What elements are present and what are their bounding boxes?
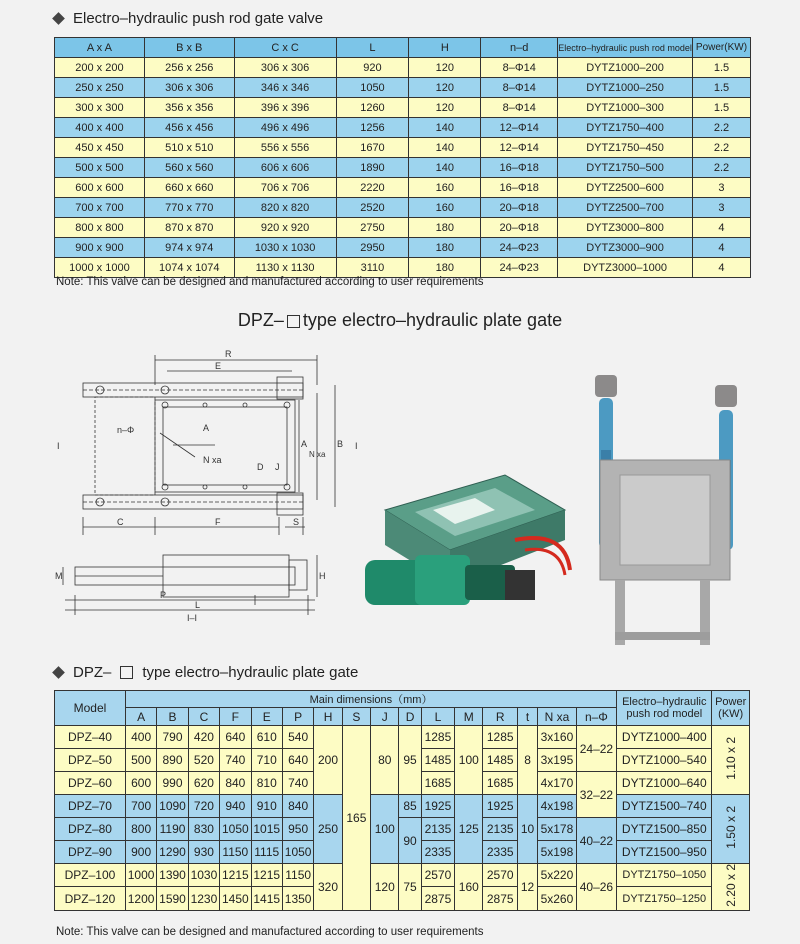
- table-cell: 300 x 300: [55, 98, 145, 118]
- cell-E: 910: [251, 795, 282, 818]
- table-row: [55, 218, 751, 238]
- table-cell: 1.5: [692, 78, 750, 98]
- cell-L: 1285: [421, 726, 454, 749]
- cell-P: 950: [282, 818, 313, 841]
- table-row: [55, 78, 751, 98]
- table-cell: 1256: [336, 118, 409, 138]
- cell-C: 830: [188, 818, 219, 841]
- cell-L: 2135: [421, 818, 454, 841]
- cell-P: 740: [282, 772, 313, 795]
- cell-J: 120: [371, 864, 399, 911]
- table-cell: DYTZ3000–1000: [558, 258, 693, 278]
- cell-A: 500: [125, 749, 156, 772]
- table-cell: 140: [409, 138, 481, 158]
- table-cell: DYTZ2500–700: [558, 198, 693, 218]
- cell-J: 100: [371, 795, 399, 864]
- diagram-title-prefix: DPZ–: [237, 310, 284, 330]
- dim-I: I: [57, 441, 60, 451]
- table-cell: 770 x 770: [144, 198, 234, 218]
- table-cell: 706 x 706: [234, 178, 336, 198]
- cell-R: 1485: [483, 749, 517, 772]
- table-cell: 2950: [336, 238, 409, 258]
- table-cell: 600 x 600: [55, 178, 145, 198]
- cell-R: 1285: [483, 726, 517, 749]
- cell-L: 2335: [421, 841, 454, 864]
- cell-H: 250: [314, 795, 342, 864]
- cell-Nxa: 4x198: [538, 795, 576, 818]
- col-header: n–Φ: [576, 708, 617, 726]
- cell-C: 720: [188, 795, 219, 818]
- table-cell: 1890: [336, 158, 409, 178]
- table-cell: 120: [409, 98, 481, 118]
- cell-F: 1450: [220, 887, 251, 910]
- col-header: L: [336, 38, 409, 58]
- table-cell: 8–Φ14: [481, 58, 558, 78]
- cell-Nxa: 3x195: [538, 749, 576, 772]
- cell-power: [712, 795, 750, 864]
- cell-R: 2135: [483, 818, 517, 841]
- table-cell: 2.2: [692, 118, 750, 138]
- cell-R: 1685: [483, 772, 517, 795]
- col-header: Power(KW): [692, 38, 750, 58]
- diamond-bullet-icon: [52, 12, 65, 25]
- cell-C: 620: [188, 772, 219, 795]
- table-cell: DYTZ2500–600: [558, 178, 693, 198]
- cell-nphi: 32–22: [576, 772, 617, 818]
- cell-push: DYTZ1500–850: [617, 818, 712, 841]
- cell-L: 2570: [421, 864, 454, 887]
- cell-F: 940: [220, 795, 251, 818]
- cell-P: 1050: [282, 841, 313, 864]
- cell-D: 75: [399, 864, 421, 911]
- section2-title-suffix: type electro–hydraulic plate gate: [142, 664, 359, 681]
- cell-nphi: 24–22: [576, 726, 617, 772]
- cell-power: [712, 726, 750, 795]
- table-cell: 496 x 496: [234, 118, 336, 138]
- cell-L: 1485: [421, 749, 454, 772]
- col-header: Electro–hydraulic push rod model: [558, 38, 693, 58]
- table-cell: 250 x 250: [55, 78, 145, 98]
- table-cell: 900 x 900: [55, 238, 145, 258]
- table-cell: 2520: [336, 198, 409, 218]
- cell-t: 12: [517, 864, 537, 911]
- section2-note: Note: This valve can be designed and manufactured according to user requirements: [56, 926, 484, 938]
- cell-C: 930: [188, 841, 219, 864]
- col-header: P: [282, 708, 313, 726]
- table-row: [55, 58, 751, 78]
- cell-P: 1350: [282, 887, 313, 910]
- col-header: J: [371, 708, 399, 726]
- table-cell: 1130 x 1130: [234, 258, 336, 278]
- section2-title: [52, 664, 358, 681]
- table-cell: DYTZ1000–200: [558, 58, 693, 78]
- cell-R: 2335: [483, 841, 517, 864]
- table-cell: DYTZ1750–450: [558, 138, 693, 158]
- table-cell: 2220: [336, 178, 409, 198]
- dim-F: F: [215, 517, 221, 527]
- cell-P: 640: [282, 749, 313, 772]
- diamond-bullet-icon: [52, 666, 65, 679]
- cell-push: DYTZ1750–1250: [617, 887, 712, 910]
- table-cell: 2750: [336, 218, 409, 238]
- table-cell: 500 x 500: [55, 158, 145, 178]
- col-header-push: Electro–hydraulic push rod model: [617, 691, 712, 726]
- table-cell: 200 x 200: [55, 58, 145, 78]
- table-cell: 2.2: [692, 138, 750, 158]
- cell-D: 95: [399, 726, 421, 795]
- table-cell: 140: [409, 158, 481, 178]
- cell-E: 710: [251, 749, 282, 772]
- cell-Nxa: 4x170: [538, 772, 576, 795]
- cell-F: 640: [220, 726, 251, 749]
- cell-H: 200: [314, 726, 342, 795]
- dim-Nxa: N xa: [203, 455, 222, 465]
- cell-t: 8: [517, 726, 537, 795]
- model-cell: DPZ–80: [55, 818, 126, 841]
- dim-M: M: [55, 571, 63, 581]
- col-header: B x B: [144, 38, 234, 58]
- table-cell: 1074 x 1074: [144, 258, 234, 278]
- cell-L: 1925: [421, 795, 454, 818]
- table-cell: 510 x 510: [144, 138, 234, 158]
- table-cell: 180: [409, 238, 481, 258]
- table-cell: 3: [692, 178, 750, 198]
- table-cell: 306 x 306: [234, 58, 336, 78]
- power-text: 1.10 x 2: [723, 737, 738, 780]
- table-cell: 306 x 306: [144, 78, 234, 98]
- cell-P: 840: [282, 795, 313, 818]
- table-cell: 16–Φ18: [481, 178, 558, 198]
- cell-B: 1090: [157, 795, 188, 818]
- cell-E: 1415: [251, 887, 282, 910]
- dim-Nxa2: N xa: [309, 450, 326, 459]
- cell-A: 800: [125, 818, 156, 841]
- table-cell: 800 x 800: [55, 218, 145, 238]
- model-cell: DPZ–60: [55, 772, 126, 795]
- cell-C: 420: [188, 726, 219, 749]
- cell-F: 1150: [220, 841, 251, 864]
- table-cell: 974 x 974: [144, 238, 234, 258]
- cell-E: 1215: [251, 864, 282, 887]
- dim-B: B: [337, 439, 344, 449]
- section-I-I: I–I: [187, 613, 198, 623]
- col-header: t: [517, 708, 537, 726]
- table-cell: DYTZ1000–300: [558, 98, 693, 118]
- cell-M: 100: [455, 726, 483, 795]
- table-cell: 556 x 556: [234, 138, 336, 158]
- cell-B: 1390: [157, 864, 188, 887]
- col-header: M: [455, 708, 483, 726]
- cell-C: 1230: [188, 887, 219, 910]
- table-cell: 456 x 456: [144, 118, 234, 138]
- power-text: 1.50 x 2: [723, 806, 738, 849]
- dim-J: J: [275, 462, 280, 472]
- table-cell: 4: [692, 218, 750, 238]
- cell-B: 790: [157, 726, 188, 749]
- table-cell: 1.5: [692, 98, 750, 118]
- diagram-title-suffix: type electro–hydraulic plate gate: [302, 310, 563, 330]
- section2-title-prefix: DPZ–: [73, 664, 112, 681]
- table-cell: 346 x 346: [234, 78, 336, 98]
- col-header-power: Power (KW): [712, 691, 750, 726]
- table-row: [55, 98, 751, 118]
- table-cell: 560 x 560: [144, 158, 234, 178]
- model-cell: DPZ–100: [55, 864, 126, 887]
- col-header: n–d: [481, 38, 558, 58]
- dim-R: R: [225, 349, 232, 359]
- table-cell: 1000 x 1000: [55, 258, 145, 278]
- table-cell: DYTZ1750–400: [558, 118, 693, 138]
- cell-t: 10: [517, 795, 537, 864]
- col-header: A x A: [55, 38, 145, 58]
- table-cell: 160: [409, 198, 481, 218]
- table-cell: 3: [692, 198, 750, 218]
- model-cell: DPZ–120: [55, 887, 126, 910]
- dim-nphi: n–Φ: [117, 425, 135, 435]
- table-cell: 396 x 396: [234, 98, 336, 118]
- cell-R: 1925: [483, 795, 517, 818]
- col-header: C: [188, 708, 219, 726]
- cell-Nxa: 5x198: [538, 841, 576, 864]
- table-cell: 8–Φ14: [481, 98, 558, 118]
- cell-L: 2875: [421, 887, 454, 910]
- cell-R: 2875: [483, 887, 517, 910]
- table-cell: 870 x 870: [144, 218, 234, 238]
- table-cell: 20–Φ18: [481, 198, 558, 218]
- table-cell: 4: [692, 258, 750, 278]
- cell-C: 1030: [188, 864, 219, 887]
- gate-photo-2: [585, 370, 745, 650]
- cell-F: 1050: [220, 818, 251, 841]
- table-cell: 1.5: [692, 58, 750, 78]
- model-cell: DPZ–50: [55, 749, 126, 772]
- cell-H: 320: [314, 864, 342, 911]
- table-row: [55, 118, 751, 138]
- cell-L: 1685: [421, 772, 454, 795]
- cell-nphi: 40–26: [576, 864, 617, 911]
- table-cell: 3110: [336, 258, 409, 278]
- table-cell: 24–Φ23: [481, 238, 558, 258]
- table-cell: DYTZ1000–250: [558, 78, 693, 98]
- cell-E: 810: [251, 772, 282, 795]
- table-cell: 660 x 660: [144, 178, 234, 198]
- table-cell: 606 x 606: [234, 158, 336, 178]
- table-cell: 12–Φ14: [481, 118, 558, 138]
- col-header: H: [314, 708, 342, 726]
- col-header: N xa: [538, 708, 576, 726]
- table-cell: 180: [409, 258, 481, 278]
- table-cell: 820 x 820: [234, 198, 336, 218]
- dim-D: D: [257, 462, 264, 472]
- cell-S: 165: [342, 726, 370, 911]
- cell-A: 1000: [125, 864, 156, 887]
- cell-E: 610: [251, 726, 282, 749]
- dim-P: P: [160, 590, 167, 600]
- cell-Nxa: 3x160: [538, 726, 576, 749]
- cell-A: 700: [125, 795, 156, 818]
- table-row: [55, 178, 751, 198]
- col-header: L: [421, 708, 454, 726]
- model-cell: DPZ–90: [55, 841, 126, 864]
- cell-F: 1215: [220, 864, 251, 887]
- section1-note: Note: This valve can be designed and manufactured according to user requirements: [56, 276, 484, 288]
- plate-gate-table: [54, 690, 750, 911]
- dim-L: L: [195, 600, 201, 610]
- col-header: B: [157, 708, 188, 726]
- cell-F: 840: [220, 772, 251, 795]
- col-header: A: [125, 708, 156, 726]
- model-cell: DPZ–70: [55, 795, 126, 818]
- table-cell: 450 x 450: [55, 138, 145, 158]
- table-row: [55, 198, 751, 218]
- table-row: [55, 158, 751, 178]
- cell-push: DYTZ1500–950: [617, 841, 712, 864]
- cell-power: [712, 864, 750, 911]
- gate-photo-1: [355, 470, 580, 620]
- section1-title: [52, 10, 323, 27]
- cell-D: 90: [399, 818, 421, 864]
- col-header: C x C: [234, 38, 336, 58]
- col-header: H: [409, 38, 481, 58]
- cell-Nxa: 5x178: [538, 818, 576, 841]
- cell-P: 540: [282, 726, 313, 749]
- cell-push: DYTZ1500–740: [617, 795, 712, 818]
- cell-J: 80: [371, 726, 399, 795]
- table-cell: 24–Φ23: [481, 258, 558, 278]
- col-header: S: [342, 708, 370, 726]
- cell-push: DYTZ1000–640: [617, 772, 712, 795]
- table-cell: 400 x 400: [55, 118, 145, 138]
- col-header: F: [220, 708, 251, 726]
- table-cell: 1670: [336, 138, 409, 158]
- cell-Nxa: 5x220: [538, 864, 576, 887]
- dim-H: H: [319, 571, 326, 581]
- cell-B: 890: [157, 749, 188, 772]
- table-cell: 140: [409, 118, 481, 138]
- table-row: [55, 138, 751, 158]
- cell-M: 125: [455, 795, 483, 864]
- table-cell: 920: [336, 58, 409, 78]
- table-header-row: [55, 38, 751, 58]
- push-rod-gate-table: [54, 37, 751, 278]
- table-cell: DYTZ3000–900: [558, 238, 693, 258]
- dim-A2: A: [301, 439, 308, 449]
- col-header: D: [399, 708, 421, 726]
- diagram-title: [0, 310, 800, 331]
- table-row: [55, 258, 751, 278]
- cell-Nxa: 5x260: [538, 887, 576, 910]
- table-cell: 160: [409, 178, 481, 198]
- table-cell: DYTZ3000–800: [558, 218, 693, 238]
- cell-A: 400: [125, 726, 156, 749]
- cell-push: DYTZ1000–540: [617, 749, 712, 772]
- cell-D: 85: [399, 795, 421, 818]
- table-cell: 1050: [336, 78, 409, 98]
- table-cell: 920 x 920: [234, 218, 336, 238]
- cell-B: 1290: [157, 841, 188, 864]
- cell-A: 900: [125, 841, 156, 864]
- table-cell: 180: [409, 218, 481, 238]
- table-cell: 120: [409, 78, 481, 98]
- table-cell: 1030 x 1030: [234, 238, 336, 258]
- table-cell: 1260: [336, 98, 409, 118]
- box-placeholder-icon: [120, 666, 133, 679]
- cell-M: 160: [455, 864, 483, 911]
- cell-E: 1015: [251, 818, 282, 841]
- table-cell: 256 x 256: [144, 58, 234, 78]
- power-text: 2.20 x 2: [723, 864, 738, 907]
- technical-drawing: [55, 345, 365, 635]
- col-header: R: [483, 708, 517, 726]
- cell-C: 520: [188, 749, 219, 772]
- table-cell: 4: [692, 238, 750, 258]
- cell-B: 1190: [157, 818, 188, 841]
- dim-C: C: [117, 517, 124, 527]
- model-cell: DPZ–40: [55, 726, 126, 749]
- table-cell: 356 x 356: [144, 98, 234, 118]
- cell-P: 1150: [282, 864, 313, 887]
- table-cell: 12–Φ14: [481, 138, 558, 158]
- cell-nphi: 40–22: [576, 818, 617, 864]
- cell-push: DYTZ1750–1050: [617, 864, 712, 887]
- section1-title-text: Electro–hydraulic push rod gate valve: [73, 10, 324, 27]
- cell-B: 1590: [157, 887, 188, 910]
- cell-A: 600: [125, 772, 156, 795]
- dim-A: A: [203, 423, 210, 433]
- col-header-model: Model: [55, 691, 126, 726]
- dim-I2: I: [355, 441, 358, 451]
- cell-B: 990: [157, 772, 188, 795]
- box-placeholder-icon: [287, 315, 300, 328]
- table-cell: 8–Φ14: [481, 78, 558, 98]
- col-header-main: Main dimensions（mm）: [125, 691, 616, 708]
- table-cell: 2.2: [692, 158, 750, 178]
- table-cell: 120: [409, 58, 481, 78]
- cell-E: 1115: [251, 841, 282, 864]
- table-cell: 16–Φ18: [481, 158, 558, 178]
- dim-E: E: [215, 361, 222, 371]
- dim-S: S: [293, 517, 300, 527]
- cell-R: 2570: [483, 864, 517, 887]
- col-header: E: [251, 708, 282, 726]
- table-row: [55, 238, 751, 258]
- table-cell: DYTZ1750–500: [558, 158, 693, 178]
- table-cell: 20–Φ18: [481, 218, 558, 238]
- cell-push: DYTZ1000–400: [617, 726, 712, 749]
- cell-A: 1200: [125, 887, 156, 910]
- table-cell: 700 x 700: [55, 198, 145, 218]
- cell-F: 740: [220, 749, 251, 772]
